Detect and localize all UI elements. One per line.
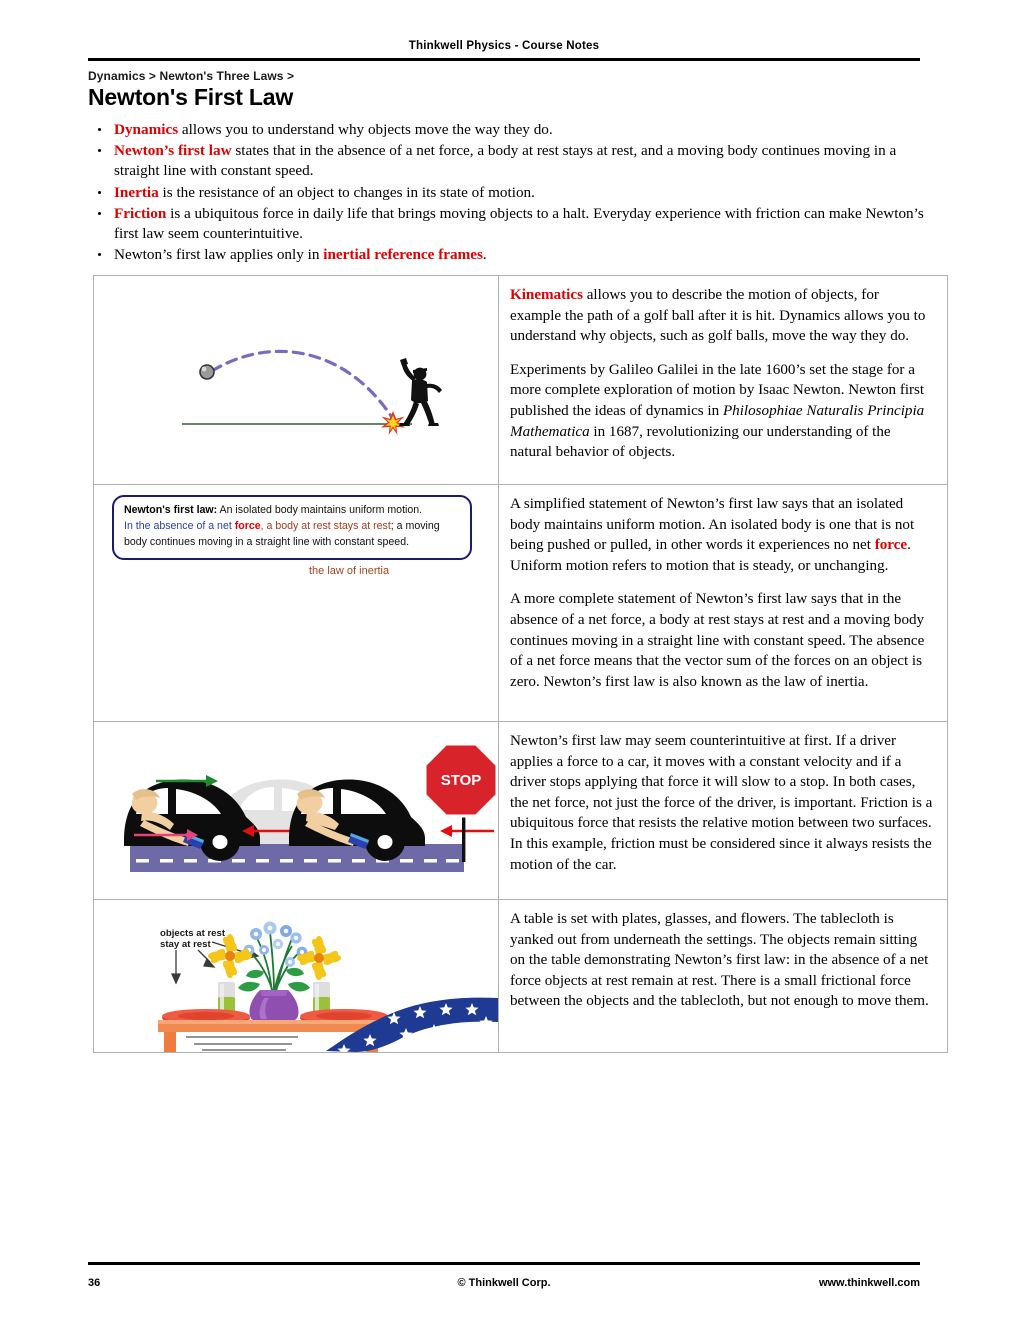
figure-cell xyxy=(94,900,499,1053)
paragraph-text: in 1687, revolutionizing our understanding of the natural behavior of objects. xyxy=(510,423,891,461)
text-cell xyxy=(499,485,948,722)
keyword-kinematics: Kinematics xyxy=(510,287,583,303)
paragraph xyxy=(510,360,933,463)
keyword-friction: Friction xyxy=(114,204,167,222)
paragraph xyxy=(510,285,933,347)
stop-sign-label: STOP xyxy=(440,772,482,789)
law-label: Newton's first law: xyxy=(124,504,218,516)
keyword-dynamics: Dynamics xyxy=(114,121,179,138)
list-item xyxy=(92,204,924,244)
table-row xyxy=(94,900,948,1053)
header-rule xyxy=(88,58,920,61)
list-item-text: allows you to understand why objects move the way they do. xyxy=(178,121,553,138)
car-figure-svg xyxy=(94,722,498,899)
law-line2-darkred: , a body at rest stays at rest xyxy=(260,519,391,532)
tablecloth-pull-illustration xyxy=(94,900,498,1052)
page-title: Newton's First Law xyxy=(88,84,294,110)
motion-lines xyxy=(186,1037,298,1050)
annotation-line-2: stay at rest xyxy=(160,939,211,950)
list-item xyxy=(92,120,924,140)
golf-figure-svg xyxy=(94,276,498,484)
list-item-text: is a ubiquitous force in daily life that brings moving objects to a halt. Everyday experience with friction can make Newton’s first law seem counterintuitive. xyxy=(114,204,924,243)
law-of-inertia-caption: the law of inertia xyxy=(309,565,390,577)
blue-blossoms xyxy=(244,922,308,968)
paragraph-text: Experiments by Galileo Galilei in the late 1600’s set the stage for a more complete exploration of motion by Isaac Newton. Newton first published the ideas of dynamics in xyxy=(510,361,925,419)
list-item xyxy=(92,141,924,181)
paragraph-text: . Uniform motion refers to motion that is steady, or unchanging. xyxy=(510,537,911,574)
list-item-text-pre: Newton’s first law applies only in xyxy=(114,246,324,264)
paragraph: A more complete statement of Newton’s first law says that in the absence of a net force, a body at rest stays at rest and a moving body continues moving in a straight line with constant speed. The absence of a net force means that the vector sum of the forces on an object is zero. Newton’s first law is also known as the law of inertia. xyxy=(510,591,925,690)
car-braking-friction-illustration xyxy=(94,722,498,899)
golfer-silhouette xyxy=(399,358,442,426)
golf-ball-trajectory-illustration xyxy=(94,276,498,484)
list-item xyxy=(92,183,924,203)
flower-vase xyxy=(249,990,298,1021)
keyword-inertial-reference-frames: inertial reference frames xyxy=(323,246,483,264)
law-keyword-force: force xyxy=(234,519,261,532)
friction-arrow-right xyxy=(440,825,494,837)
list-item-text: . xyxy=(482,246,487,264)
law-line3: body continues moving in a straight line with constant speed. xyxy=(124,535,410,548)
paragraph xyxy=(510,494,933,576)
paragraph: Newton’s first law may seem counterintuitive at first. If a driver applies a force to a car, it moves with a constant velocity and if a driver stops applying that force it will slow to a stop. In both cases, the net force, not just the force of the driver, is important. Friction is a ubiquitous force that resists the relative motion between two surfaces. In this example, friction must be considered since it always resists the motion of the car. xyxy=(510,733,933,873)
website-url: www.thinkwell.com xyxy=(818,1277,920,1289)
annotation-line-1: objects at rest xyxy=(160,928,226,939)
tablecloth-figure-svg xyxy=(94,900,498,1052)
paragraph-text: allows you to describe the motion of objects, for example the path of a golf ball after it is hit. Dynamics allows you to understand why objects, such as golf balls, move the way they do. xyxy=(510,287,926,345)
figure-cell xyxy=(94,485,499,722)
text-cell xyxy=(499,722,948,900)
keyword-inertia: Inertia xyxy=(114,183,159,201)
figure-cell xyxy=(94,722,499,900)
law-line2-blue: In the absence of a net xyxy=(124,519,235,532)
text-cell xyxy=(499,900,948,1053)
copyright-notice: © Thinkwell Corp. xyxy=(457,1277,551,1289)
list-item-text: states that in the absence of a net force, a body at rest stays at rest, and a moving body continues moving in a straight line with constant speed. xyxy=(114,142,897,180)
content-table xyxy=(93,275,948,1053)
paragraph: A table is set with plates, glasses, and flowers. The tablecloth is yanked out from underneath the settings. The objects remain sitting on the table demonstrating Newton’s first law: in the absence of a net force objects at rest remain at rest. There is a small frictional force between the objects and the tablecloth, but not enough to move them. xyxy=(510,911,929,1010)
footer-rule xyxy=(88,1262,920,1265)
text-cell xyxy=(499,276,948,485)
law-line1: An isolated body maintains uniform motion. xyxy=(217,504,423,516)
figure-cell xyxy=(94,276,499,485)
list-item xyxy=(92,245,924,265)
law-line2-tail: ; a moving xyxy=(390,519,440,532)
paragraph-text: A simplified statement of Newton’s first law says that an isolated body maintains uniform motion. An isolated body is one that is not being pushed or pulled, in other words it experiences no net xyxy=(510,496,915,554)
running-header: Thinkwell Physics - Course Notes xyxy=(408,40,600,52)
table-row xyxy=(94,485,948,722)
page-number: 36 xyxy=(88,1277,101,1289)
breadcrumb: Dynamics > Newton's Three Laws > xyxy=(88,69,295,83)
list-item-text: is the resistance of an object to changes in its state of motion. xyxy=(158,183,535,201)
law-statement-box xyxy=(112,495,472,560)
newtons-first-law-statement-figure xyxy=(94,485,498,721)
table-row xyxy=(94,722,948,900)
keyword-newtons-first-law: Newton’s first law xyxy=(114,142,232,160)
book-title: Philosophiae Naturalis Principia Mathematica xyxy=(510,402,925,440)
table-row xyxy=(94,276,948,485)
yellow-daisy-left xyxy=(208,934,252,978)
keyword-force: force xyxy=(874,537,908,554)
key-points-list xyxy=(92,120,924,267)
